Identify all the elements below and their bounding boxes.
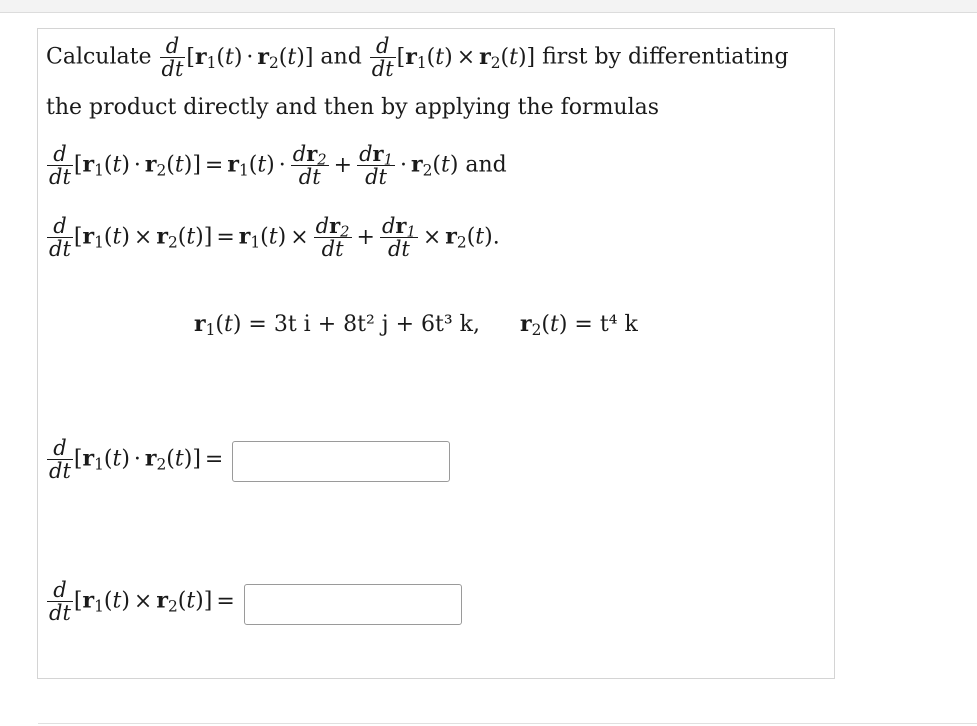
cross-product-answer-input[interactable] bbox=[244, 584, 462, 625]
bottom-divider bbox=[38, 723, 977, 724]
derivative-operator: $\frac{d}{dt}$ bbox=[161, 34, 184, 81]
answer-cross-label: $\frac{d}{dt}$ $[r_1(t) \times r_2(t)]$ = bbox=[49, 578, 235, 625]
answer-dot-label: $\frac{d}{dt}$ $[r_1(t) \cdot r_2(t)]$ = bbox=[49, 436, 224, 483]
prompt-tail-text: first by differentiating bbox=[542, 44, 789, 70]
prompt-line-2 bbox=[46, 95, 659, 121]
prompt-dot-product-expr: $[r_1(t) \cdot r_2(t)]$ bbox=[186, 43, 314, 72]
prompt-line-2-text: the product directly and then by applying the formulas bbox=[46, 95, 660, 120]
dr2-dt-fraction: $\frac{dr_2}{dt}$ bbox=[292, 141, 327, 189]
prompt-calculate-text: Calculate bbox=[46, 44, 152, 70]
derivative-operator: $\frac{d}{dt}$ bbox=[49, 578, 71, 625]
dr1-dt-fraction: $\frac{dr_1}{dt}$ bbox=[381, 213, 416, 261]
derivative-operator: $\frac{d}{dt}$ bbox=[49, 214, 71, 261]
formula-dot-rule: $\frac{d}{dt}$ $[r_1(t) \cdot r_2(t)] = r_1(t)$ · $\frac{dr_2}{dt}$ + $\frac{dr_1}{dt}$ · $r_2(t)$ and bbox=[49, 141, 507, 189]
formula-cross-rule: $\frac{d}{dt}$ $[r_1(t) \times r_2(t)] = r_1(t)$ × $\frac{dr_2}{dt}$ + $\frac{dr_1}{dt}$ × $r_2(t)$. bbox=[49, 213, 500, 261]
top-bar bbox=[0, 0, 977, 13]
r2-definition-value: = t⁴ k bbox=[574, 312, 638, 337]
dr1-dt-fraction: $\frac{dr_1}{dt}$ bbox=[359, 141, 393, 189]
formula-and-text: and bbox=[465, 152, 507, 178]
given-functions bbox=[194, 311, 638, 338]
prompt-and-text: and bbox=[320, 44, 362, 70]
formula-period: . bbox=[492, 224, 500, 250]
r1-definition: $r_1(t) = 3t$ i + 8t² j + 6t³ k, bbox=[194, 311, 480, 339]
derivative-operator: $\frac{d}{dt}$ bbox=[49, 142, 71, 189]
prompt-cross-product-expr: $[r_1(t) \times r_2(t)]$ bbox=[396, 43, 536, 72]
question-card bbox=[37, 28, 835, 679]
derivative-operator: $\frac{d}{dt}$ bbox=[49, 436, 71, 483]
dr2-dt-fraction: $\frac{dr_2}{dt}$ bbox=[315, 213, 350, 261]
prompt-line-1 bbox=[46, 35, 789, 80]
r2-definition: $r_2(t) = t^4$ k bbox=[520, 311, 638, 339]
dot-product-answer-input[interactable] bbox=[232, 441, 450, 482]
derivative-operator: $\frac{d}{dt}$ bbox=[371, 34, 394, 81]
r1-definition-value: = 3t i + 8t² j + 6t³ k, bbox=[248, 312, 480, 337]
